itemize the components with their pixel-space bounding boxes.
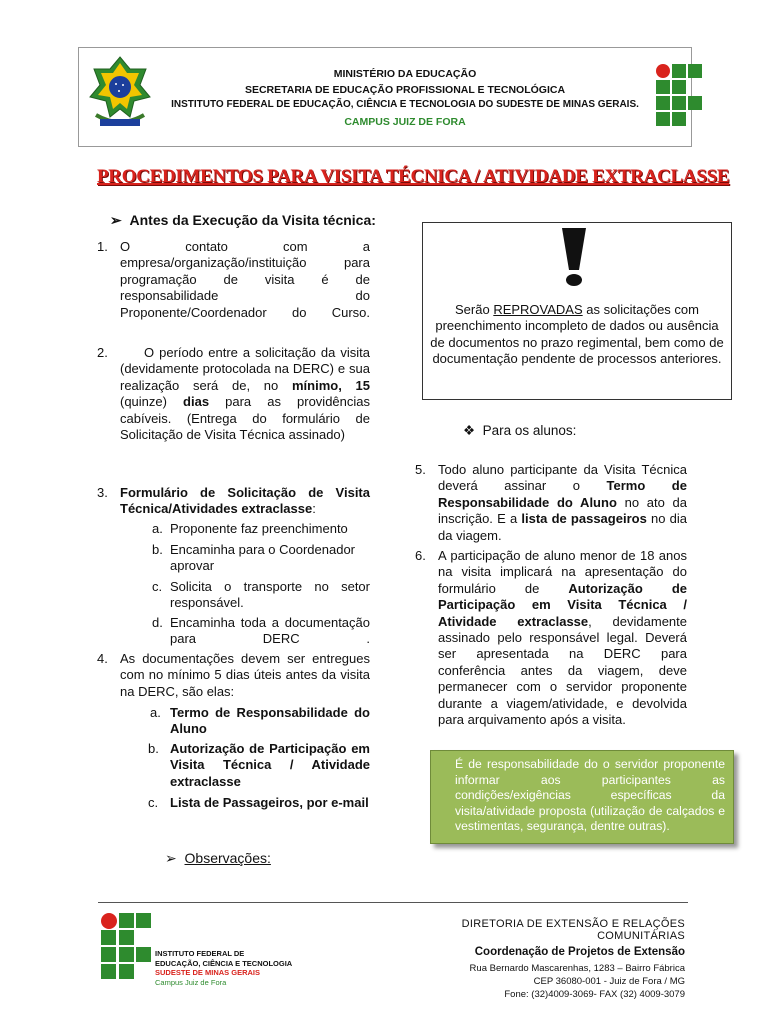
green-note-text: É de responsabilidade do o servidor proponente informar aos participantes as condições/exigências específicas da visita/atividade proposta (utilização de calçados e vestimentas, segurança, dentre outras). [455,757,725,834]
item2-number: 2. [97,345,108,360]
item4-sub-a-letter: a. [150,705,161,720]
item4-sub-b-letter: b. [148,741,159,756]
item3-sub-d: Encaminha toda a documentação para DERC . [170,615,370,647]
item4-sub-a: Termo de Responsabilidade do Aluno [170,705,370,737]
footer-cep: CEP 36080-001 - Juiz de Fora / MG [533,976,685,987]
footer-coordination: Coordenação de Projetos de Extensão [474,946,685,958]
item4-text: As documentações devem ser entregues com no mínimo 5 dias úteis antes da visita na DERC, são elas: [120,651,370,699]
item1-text: O contato com a empresa/organização/instituição para programação de visita é de responsabilidade do Proponente/Coordenador do Curso. [120,239,370,320]
item6-number: 6. [415,548,426,563]
header-institute: INSTITUTO FEDERAL DE EDUCAÇÃO, CIÊNCIA E TECNOLOGIA DO SUDESTE DE MINAS GERAIS. [171,99,639,110]
item3-sub-d-letter: d. [152,615,163,630]
footer-address: Rua Bernardo Mascarenhas, 1283 – Bairro Fábrica [469,963,685,974]
item3-text: Formulário de Solicitação de Visita Técnica/Atividades extraclasse: [120,485,370,517]
header-secretariat: SECRETARIA DE EDUCAÇÃO PROFISSIONAL E TECNOLÓGICA [244,84,566,96]
if-logo-icon [655,63,703,129]
header-ministry: MINISTÉRIO DA EDUCAÇÃO [333,68,477,80]
section-before-heading: ➢ Antes da Execução da Visita técnica: [110,212,376,228]
item2-text: O período entre a solicitação da visita (devidamente protocolada na DERC) e sua realização será de, no mínimo, 15 (quinze) dias para as providências cabíveis. (Entrega do formulário de Solicitação de Visita Técnica assinado) [120,345,371,443]
students-heading: ❖ Para os alunos: [463,423,577,438]
item1-number: 1. [97,239,108,254]
page-title: PROCEDIMENTOS PARA VISITA TÉCNICA / ATIVIDADE EXTRACLASSE [97,166,730,187]
header-campus: CAMPUS JUIZ DE FORA [344,116,466,128]
item4-number: 4. [97,651,108,666]
item5-text: Todo aluno participante da Visita Técnica deverá assinar o Termo de Responsabilidade do Aluno no ato da inscrição. E a lista de passageiros no dia da viagem. [438,462,687,543]
item3-sub-b-letter: b. [152,542,163,557]
footer-phone: Fone: (32)4009-3069- FAX (32) 4009-3079 [504,989,685,1000]
arrow-bullet-icon: ➢ [110,212,122,228]
observations-heading: ➢ Observações: [165,850,271,866]
item4-sub-c: Lista de Passageiros, por e-mail [170,795,369,810]
footer-rule [98,902,688,903]
item4-sub-b: Autorização de Participação em Visita Técnica / Atividade extraclasse [170,741,370,789]
item6-text: A participação de aluno menor de 18 anos na visita implicará na apresentação do formulário de Autorização de Participação em Visita Técnica / Atividade extraclasse, devidamente assinado pelo responsável legal. Deverá ser apresentada na DERC para conferência antes da viagem, deve permanecer com o servidor proponente durante a viagem/atividade, e devolvida para arquivamento após a visita. [438,548,688,728]
diamond-bullet-icon: ❖ [463,423,476,438]
arrow-bullet-icon: ➢ [165,850,177,866]
item3-sub-c-letter: c. [152,579,163,594]
warning-text: Serão REPROVADAS as solicitações com preenchimento incompleto de dados ou ausência de documentos no prazo regimental, bem como de documentação pendente de processos anteriores. [430,302,724,367]
footer-directorate: DIRETORIA DE EXTENSÃO E RELAÇÕES COMUNITÁRIAS [461,918,685,942]
brazil-coat-of-arms-icon [86,55,154,131]
item3-sub-a: Proponente faz preenchimento [170,521,348,536]
footer-logo-text: INSTITUTO FEDERAL DE EDUCAÇÃO, CIÊNCIA E TECNOLOGIA SUDESTE DE MINAS GERAIS Campus Juiz de Fora [155,949,293,987]
item3-number: 3. [97,485,108,500]
item3-sub-a-letter: a. [152,521,163,536]
green-note-box [430,750,734,844]
item3-sub-b: Encaminha para o Coordenador aprovar [170,542,356,574]
if-footer-logo-icon [100,912,152,994]
item3-sub-c: Solicita o transporte no setor responsável. [170,579,370,611]
item4-sub-c-letter: c. [148,795,159,810]
item5-number: 5. [415,462,426,477]
exclamation-icon [556,226,592,288]
header-box [78,47,692,147]
